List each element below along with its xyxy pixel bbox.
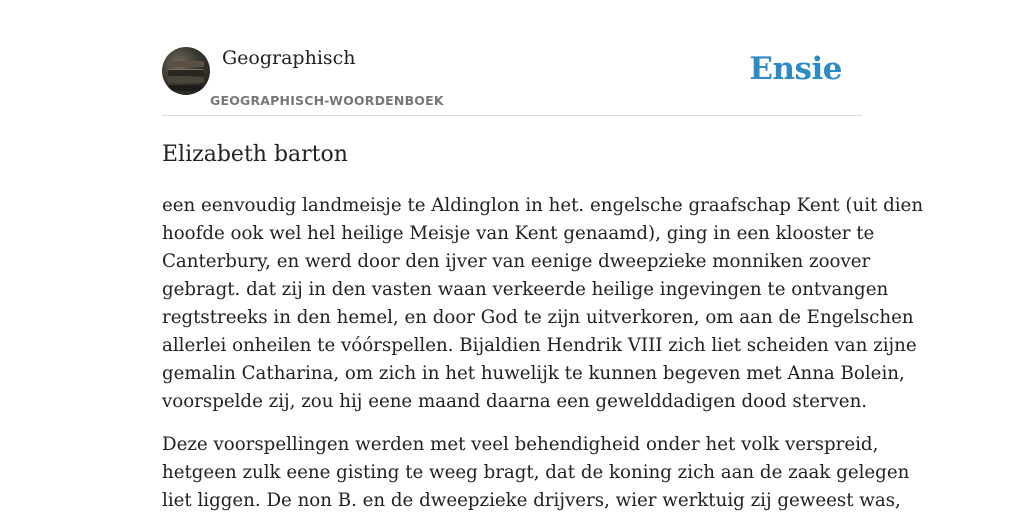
text-line: hoofde ook wel hel heilige Meisje van Kent genaamd), ging in een klooster te (162, 223, 875, 244)
site-title[interactable]: Geographisch (222, 47, 356, 69)
content-column (162, 0, 924, 511)
text-line: allerlei onheilen te vóórspellen. Bijaldien Hendrik VIII zich liet scheiden van zijne (162, 335, 917, 356)
entry-body (162, 192, 924, 512)
text-line: regtstreeks in den hemel, en door God te zijn uitverkoren, om aan de Engelschen (162, 307, 914, 328)
book-spine (168, 61, 204, 67)
paragraph (162, 431, 910, 512)
paragraph (162, 192, 924, 416)
text-line: een eenvoudig landmeisje te Aldinglon in het. engelsche graafschap Kent (uit dien (162, 195, 924, 216)
book-spine (168, 77, 204, 83)
book-stack-avatar[interactable] (162, 47, 210, 95)
text-line: hetgeen zulk eene gisting te weeg bragt, dat de koning zich aan de zaak gelegen (162, 462, 910, 483)
text-line: Deze voorspellingen werden met veel behendigheid onder het volk verspreid, (162, 434, 879, 455)
site-subtitle[interactable]: GEOGRAPHISCH-WOORDENBOEK (210, 93, 444, 108)
text-line: Canterbury, en werd door den ijver van eenige dweepzieke monniken zoover (162, 251, 871, 272)
ensie-logo[interactable]: Ensie (749, 51, 842, 87)
text-line: gebragt. dat zij in den vasten waan verkeerde heilige ingevingen te ontvangen (162, 279, 889, 300)
entry-title: Elizabeth barton (162, 142, 348, 167)
book-spine (168, 85, 204, 91)
book-spine (168, 69, 204, 76)
text-line: liet liggen. De non B. en de dweepzieke drijvers, wier werktuig zij geweest was, (162, 490, 901, 511)
header (162, 0, 862, 116)
text-line: gemalin Catharina, om zich in het huwelijk te kunnen begeven met Anna Bolein, (162, 363, 905, 384)
text-line: voorspelde zij, zou hij eene maand daarna een gewelddadigen dood sterven. (162, 391, 868, 412)
